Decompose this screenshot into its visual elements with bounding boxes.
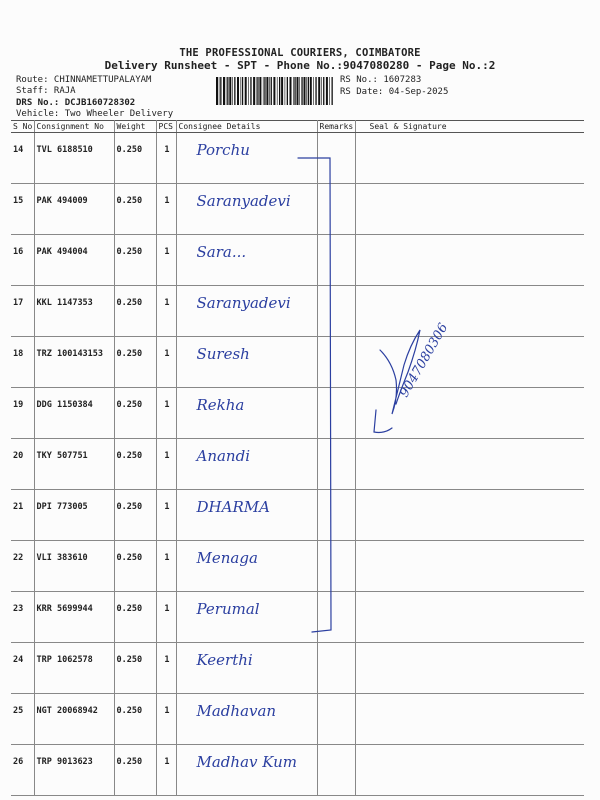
runsheet-table [11,120,584,796]
cell-seal-signature [355,439,584,490]
cell-remarks [317,490,355,541]
table-row [11,745,584,796]
table-row [11,439,584,490]
cell-pcs: 1 [156,337,176,388]
cell-sno: 22 [11,541,34,592]
barcode-bar [318,77,320,105]
cell-seal-signature [355,388,584,439]
consignee-signature: Keerthi [196,651,253,669]
cell-pcs: 1 [156,439,176,490]
barcode-bar [310,77,312,105]
cell-remarks [317,541,355,592]
drs-number: DRS No.: DCJB160728302 [16,98,136,108]
cell-consignee [176,388,317,439]
consignee-signature: Saranyadevi [196,294,291,312]
rs-date: RS Date: 04-Sep-2025 [340,87,449,97]
cell-pcs: 1 [156,694,176,745]
cell-consignment: TKY 507751 [34,439,114,490]
barcode-bar [308,77,309,105]
barcode-bar [216,77,218,105]
cell-consignment: TRP 9013623 [34,745,114,796]
barcode-bar [241,77,242,105]
cell-sno: 14 [11,133,34,184]
barcode-bar [273,77,275,105]
cell-consignee [176,133,317,184]
cell-consignee [176,745,317,796]
cell-consignment: DDG 1150384 [34,388,114,439]
barcode-bar [277,77,278,105]
barcode-bar [269,77,270,105]
table-row [11,388,584,439]
consignee-signature: Anandi [196,447,250,465]
col-sno: S No [13,122,33,131]
cell-seal-signature [355,643,584,694]
barcode-bar [271,77,272,105]
cell-sno: 24 [11,643,34,694]
handwritten-phone: 9047080306 [397,320,452,400]
cell-remarks [317,286,355,337]
cell-pcs: 1 [156,184,176,235]
cell-pcs: 1 [156,643,176,694]
col-remarks: Remarks [317,121,355,133]
barcode-bar [321,77,322,105]
table-header [11,121,584,133]
cell-pcs: 1 [156,235,176,286]
barcode-bar [332,77,333,105]
cell-remarks [317,133,355,184]
rs-number: RS No.: 1607283 [340,75,422,85]
cell-consignment: NGT 20068942 [34,694,114,745]
col-consignment: Consignment No [34,121,114,133]
cell-consignee [176,541,317,592]
cell-weight: 0.250 [114,643,156,694]
cell-remarks [317,643,355,694]
cell-pcs: 1 [156,490,176,541]
consignee-signature: DHARMA [196,498,270,516]
table-row [11,286,584,337]
cell-weight: 0.250 [114,541,156,592]
cell-weight: 0.250 [114,694,156,745]
barcode-bar [294,77,295,105]
cell-weight: 0.250 [114,184,156,235]
cell-weight: 0.250 [114,133,156,184]
barcode-bar [315,77,316,105]
cell-consignment: KRR 5699944 [34,592,114,643]
table-row [11,337,584,388]
barcode-bar [242,77,243,105]
cell-consignment: DPI 773005 [34,490,114,541]
runsheet-subtitle: Delivery Runsheet - SPT - Phone No.:9047080280 - Page No.:2 [104,59,496,72]
barcode-bar [313,77,314,105]
barcode-bar [226,77,227,105]
barcode-bar [293,77,294,105]
cell-weight: 0.250 [114,388,156,439]
cell-seal-signature [355,541,584,592]
cell-consignee [176,490,317,541]
cell-seal-signature [355,235,584,286]
barcode-bar [297,77,299,105]
cell-consignee [176,184,317,235]
cell-sno: 20 [11,439,34,490]
barcode-bar [245,77,247,105]
company-title: THE PROFESSIONAL COURIERS, COIMBATORE [179,47,421,59]
cell-consignee [176,592,317,643]
barcode-bar [259,77,261,105]
barcode-bar [223,77,225,105]
table-row [11,235,584,286]
route-label: Route: CHINNAMETTUPALAYAM [16,75,152,85]
cell-sno: 26 [11,745,34,796]
table-row [11,133,584,184]
cell-sno: 16 [11,235,34,286]
table-row [11,592,584,643]
cell-remarks [317,694,355,745]
barcode-bar [229,77,231,105]
cell-weight: 0.250 [114,592,156,643]
barcode-bar [290,77,292,105]
consignee-signature: Madhavan [196,702,277,720]
cell-sno: 21 [11,490,34,541]
consignee-signature: Saranyadevi [196,192,291,210]
cell-remarks [317,235,355,286]
cell-consignment: TRP 1062578 [34,643,114,694]
cell-seal-signature [355,133,584,184]
cell-seal-signature [355,694,584,745]
cell-seal-signature [355,184,584,235]
cell-weight: 0.250 [114,337,156,388]
barcode-bar [219,77,220,105]
cell-pcs: 1 [156,592,176,643]
cell-consignment: KKL 1147353 [34,286,114,337]
cell-remarks [317,745,355,796]
consignee-signature: Porchu [196,141,250,159]
barcode-bar [232,77,233,105]
cell-seal-signature [355,337,584,388]
barcode-bar [306,77,307,105]
cell-remarks [317,388,355,439]
barcode-bar [237,77,239,105]
barcode-bar [253,77,255,105]
barcode-bar [329,77,330,105]
cell-consignee [176,439,317,490]
barcode-bar [248,77,249,105]
cell-weight: 0.250 [114,490,156,541]
cell-consignee [176,235,317,286]
table-row [11,490,584,541]
table-row [11,541,584,592]
cell-consignee [176,286,317,337]
cell-consignment: TRZ 100143153 [34,337,114,388]
col-seal-signature: Seal & Signature [355,121,584,133]
cell-consignee [176,694,317,745]
barcode-bar [279,77,280,105]
cell-consignment: VLI 383610 [34,541,114,592]
cell-consignee [176,337,317,388]
barcode-bar [257,77,258,105]
barcode-bar [266,77,268,105]
cell-pcs: 1 [156,133,176,184]
cell-seal-signature [355,490,584,541]
cell-consignment: PAK 494009 [34,184,114,235]
barcode-bar [250,77,251,105]
consignee-signature: Madhav Kum [196,753,298,771]
barcode-bar [285,77,286,105]
cell-seal-signature [355,745,584,796]
cell-remarks [317,184,355,235]
table-row [11,694,584,745]
col-weight: Weight [114,121,156,133]
barcode-bar [220,77,221,105]
cell-weight: 0.250 [114,235,156,286]
col-consignee: Consignee Details [176,121,317,133]
cell-pcs: 1 [156,388,176,439]
cell-remarks [317,337,355,388]
barcode-bar [287,77,288,105]
cell-consignment: TVL 6188510 [34,133,114,184]
table-row [11,184,584,235]
vehicle-label: Vehicle: Two Wheeler Delivery [16,109,174,119]
barcode-bar [301,77,302,105]
table-row [11,643,584,694]
barcode-bar [304,77,306,105]
consignee-signature: Menaga [196,549,258,567]
cell-pcs: 1 [156,745,176,796]
cell-sno: 25 [11,694,34,745]
cell-sno: 17 [11,286,34,337]
cell-sno: 18 [11,337,34,388]
cell-consignee [176,643,317,694]
cell-consignment: PAK 494004 [34,235,114,286]
consignee-signature: Sara... [196,243,247,261]
barcode [216,77,334,105]
cell-weight: 0.250 [114,286,156,337]
consignee-signature: Rekha [196,396,245,414]
cell-pcs: 1 [156,541,176,592]
cell-sno: 15 [11,184,34,235]
cell-remarks [317,439,355,490]
cell-seal-signature [355,286,584,337]
barcode-bar [227,77,228,105]
barcode-bar [299,77,300,105]
staff-label: Staff: RAJA [16,86,76,96]
barcode-bar [264,77,265,105]
cell-remarks [317,592,355,643]
cell-weight: 0.250 [114,439,156,490]
barcode-bar [263,77,264,105]
barcode-bar [326,77,328,105]
col-pcs: PCS [156,121,176,133]
cell-sno: 23 [11,592,34,643]
consignee-signature: Suresh [196,345,250,363]
cell-seal-signature [355,592,584,643]
barcode-bar [323,77,324,105]
barcode-bar [234,77,235,105]
barcode-bar [281,77,283,105]
cell-pcs: 1 [156,286,176,337]
cell-sno: 19 [11,388,34,439]
consignee-signature: Perumal [196,600,260,618]
barcode-bar [256,77,257,105]
cell-weight: 0.250 [114,745,156,796]
